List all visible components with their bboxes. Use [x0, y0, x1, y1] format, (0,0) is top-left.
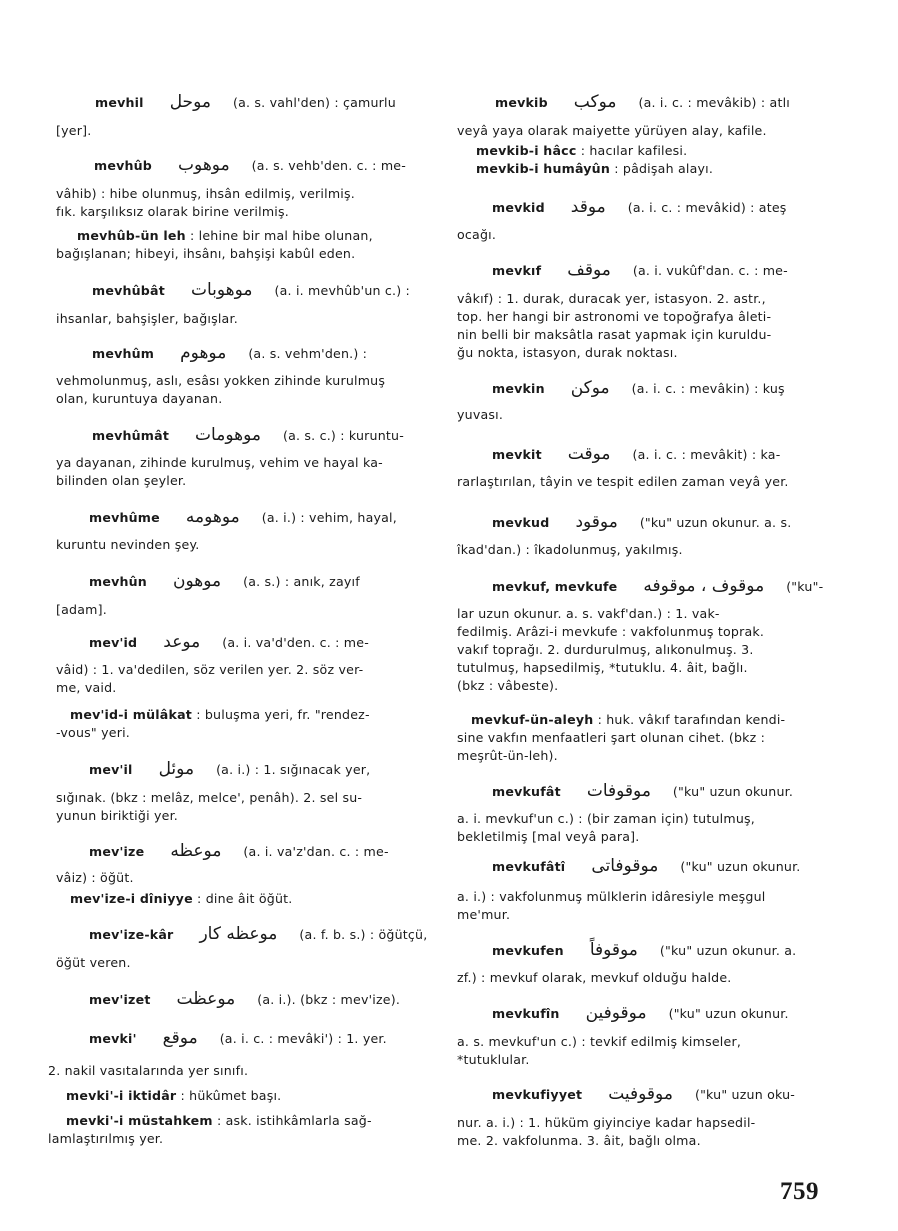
- definition-text: top. her hangi bir astronomi ve topoğrafya âleti-: [457, 309, 772, 324]
- definition-line: [56, 455, 383, 471]
- headword: mevkib-i humâyûn: [476, 161, 611, 176]
- definition-text: vâiz) : öğüt.: [56, 870, 134, 885]
- definition-line: [457, 829, 639, 845]
- definition-text: ("ku" uzun oku-: [694, 1087, 796, 1102]
- dictionary-entry-line: [492, 380, 785, 397]
- definition-text: meşrût-ün-leh).: [457, 748, 558, 763]
- definition-line: [457, 309, 771, 325]
- headword: mevkit: [492, 447, 542, 462]
- dictionary-entry-line: [70, 891, 293, 907]
- headword: mev'ize-kâr: [89, 927, 174, 942]
- definition-text: bilinden olan şeyler.: [56, 473, 187, 488]
- headword: mevkufât: [492, 784, 561, 799]
- arabic-script: موهومه: [185, 507, 240, 527]
- definition-text: me, vaid.: [56, 680, 117, 695]
- headword: mevhûme: [89, 510, 160, 525]
- definition-line: [56, 311, 238, 327]
- arabic-script: موقوفاً: [589, 940, 638, 960]
- definition-text: vehmolunmuş, aslı, esâsı yokken zihinde kurulmuş: [56, 373, 386, 388]
- definition-line: [56, 680, 117, 696]
- definition-text: 2. nakil vasıtalarında yer sınıfı.: [48, 1063, 249, 1078]
- headword: mevhûmât: [92, 428, 170, 443]
- definition-text: (a. s. vehb'den. c. : me-: [251, 158, 406, 173]
- definition-line: [457, 889, 766, 905]
- headword: mevkib: [495, 95, 548, 110]
- dictionary-entry-line: [471, 712, 785, 728]
- definition-text: nin belli bir maksâtla rasat yapmak için kuruldu-: [457, 327, 772, 342]
- definition-line: [457, 748, 558, 764]
- definition-text: (a. f. b. s.) : öğütçü,: [299, 927, 428, 942]
- arabic-script: موقوف ، موقوفه: [643, 576, 765, 596]
- arabic-script: موهون: [172, 571, 222, 591]
- arabic-script: موحل: [169, 92, 211, 112]
- arabic-script: موقود: [575, 512, 618, 532]
- headword: mevhûm: [92, 346, 155, 361]
- headword: mevkuf-ün-aleyh: [471, 712, 594, 727]
- headword: mevkufen: [492, 943, 564, 958]
- headword: mevkin: [492, 381, 545, 396]
- arabic-script: موعظه كار: [199, 924, 278, 944]
- definition-text: me. 2. vakfolunma. 3. âit, bağlı olma.: [457, 1133, 701, 1148]
- headword: mev'ize-i dîniyye: [70, 891, 193, 906]
- definition-line: [457, 730, 765, 746]
- definition-line: [457, 345, 678, 361]
- arabic-script: موقد: [570, 197, 606, 217]
- dictionary-entry-line: [89, 761, 370, 778]
- definition-text: sığınak. (bkz : melâz, melce', penâh). 2. sel su-: [56, 790, 363, 805]
- headword: mevki'-i iktidâr: [66, 1088, 177, 1103]
- dictionary-entry-line: [492, 858, 801, 875]
- definition-text: tutulmuş, hapsedilmiş, *tutuklu. 4. âit, bağlı.: [457, 660, 748, 675]
- definition-line: [56, 373, 385, 389]
- definition-text: [yer].: [56, 123, 92, 138]
- arabic-script: موقوفاتى: [591, 856, 659, 876]
- dictionary-entry-line: [89, 509, 397, 526]
- dictionary-entry-line: [77, 228, 373, 244]
- definition-line: [48, 1131, 163, 1147]
- definition-text: *tutuklular.: [457, 1052, 530, 1067]
- definition-text: ya dayanan, zihinde kurulmuş, vehim ve hayal ka-: [56, 455, 383, 470]
- headword: mevkufâtî: [492, 859, 566, 874]
- definition-text: (a. i.). (bkz : mev'ize).: [257, 992, 401, 1007]
- headword: mev'id: [89, 635, 138, 650]
- definition-text: nur. a. i.) : 1. hüküm giyinciye kadar hapsedil-: [457, 1115, 756, 1130]
- definition-text: (a. s. c.) : kuruntu-: [282, 428, 404, 443]
- definition-line: [56, 186, 355, 202]
- headword: mevki': [89, 1031, 137, 1046]
- definition-line: [56, 391, 222, 407]
- definition-text: fık. karşılıksız olarak birine verilmiş.: [56, 204, 289, 219]
- definition-line: [457, 1034, 741, 1050]
- definition-text: (bkz : vâbeste).: [457, 678, 559, 693]
- definition-text: (a. s.) : anık, zayıf: [243, 574, 360, 589]
- dictionary-entry-line: [94, 157, 406, 174]
- definition-line: [56, 473, 186, 489]
- definition-line: [457, 606, 720, 622]
- dictionary-entry-line: [89, 926, 427, 943]
- headword: mevkufiyyet: [492, 1087, 583, 1102]
- headword: mevkib-i hâcc: [476, 143, 577, 158]
- arabic-script: موهوم: [180, 343, 227, 363]
- definition-text: ("ku" uzun okunur.: [672, 784, 794, 799]
- definition-line: [457, 542, 683, 558]
- definition-text: (a. i. c. : mevâkin) : kuş: [631, 381, 785, 396]
- definition-text: : ask. istihkâmlarla sağ-: [216, 1113, 372, 1128]
- headword: mevkuf, mevkufe: [492, 579, 618, 594]
- dictionary-entry-line: [492, 262, 788, 279]
- definition-text: vâid) : 1. va'dedilen, söz verilen yer. 2. söz ver-: [56, 662, 364, 677]
- headword: mev'id-i mülâkat: [70, 707, 192, 722]
- definition-line: [56, 790, 362, 806]
- definition-line: [56, 123, 91, 139]
- headword: mevhûbât: [92, 283, 165, 298]
- dictionary-entry-line: [492, 942, 796, 959]
- definition-text: (a. i. c. : mevâki') : 1. yer.: [219, 1031, 387, 1046]
- dictionary-entry-line: [66, 1113, 372, 1129]
- definition-line: [457, 907, 510, 923]
- arabic-script: موهومات: [195, 425, 261, 445]
- definition-text: lar uzun okunur. a. s. vakf'dan.) : 1. vak-: [457, 606, 720, 621]
- definition-line: [56, 246, 355, 262]
- definition-line: [457, 642, 754, 658]
- definition-line: [457, 474, 789, 490]
- definition-text: : hacılar kafilesi.: [580, 143, 688, 158]
- definition-line: [457, 1052, 530, 1068]
- definition-text: ocağı.: [457, 227, 497, 242]
- headword: mevkud: [492, 515, 550, 530]
- arabic-script: موكن: [570, 378, 610, 398]
- definition-text: : huk. vâkıf tarafından kendi-: [597, 712, 786, 727]
- definition-line: [457, 678, 558, 694]
- dictionary-entry-line: [92, 282, 410, 299]
- definition-text: vâkıf) : 1. durak, duracak yer, istasyon. 2. astr.,: [457, 291, 766, 306]
- definition-line: [56, 870, 134, 886]
- definition-text: (a. s. vahl'den) : çamurlu: [232, 95, 396, 110]
- definition-text: sine vakfın menfaatleri şart olunan cihet. (bkz :: [457, 730, 766, 745]
- headword: mev'ize: [89, 844, 145, 859]
- dictionary-entry-line: [495, 94, 790, 111]
- headword: mevkıf: [492, 263, 542, 278]
- definition-text: (a. i. vukûf'dan. c. : me-: [632, 263, 788, 278]
- definition-text: (a. i. mevhûb'un c.) :: [274, 283, 411, 298]
- arabic-script: موقوفين: [585, 1003, 647, 1023]
- definition-text: (a. i.) : vehim, hayal,: [261, 510, 397, 525]
- definition-line: [457, 227, 496, 243]
- definition-text: a. i. mevkuf'un c.) : (bir zaman için) tutulmuş,: [457, 811, 755, 826]
- definition-text: me'mur.: [457, 907, 511, 922]
- definition-text: îkad'dan.) : îkadolunmuş, yakılmış.: [457, 542, 683, 557]
- definition-line: [56, 725, 130, 741]
- definition-text: ("ku" uzun okunur.: [680, 859, 801, 874]
- dictionary-entry-line: [492, 514, 791, 531]
- definition-text: bağışlanan; hibeyi, ihsânı, bahşişi kabûl eden.: [56, 246, 356, 261]
- definition-text: [adam].: [56, 602, 107, 617]
- definition-line: [48, 1063, 248, 1079]
- headword: mevhil: [95, 95, 144, 110]
- arabic-script: موعظه: [170, 841, 222, 861]
- definition-text: ihsanlar, bahşişler, bağışlar.: [56, 311, 238, 326]
- arabic-script: موقوفات: [586, 781, 651, 801]
- definition-line: [56, 662, 363, 678]
- definition-line: [457, 660, 748, 676]
- definition-text: (a. i.) : 1. sığınacak yer,: [216, 762, 371, 777]
- arabic-script: موقف: [567, 260, 611, 280]
- dictionary-entry-line: [89, 991, 400, 1008]
- definition-text: ("ku" uzun okunur. a. s.: [639, 515, 792, 530]
- definition-text: : lehine bir mal hibe olunan,: [190, 228, 373, 243]
- definition-line: [457, 1115, 755, 1131]
- definition-text: : dine âit öğüt.: [197, 891, 293, 906]
- arabic-script: موعد: [163, 632, 201, 652]
- definition-text: öğüt veren.: [56, 955, 131, 970]
- dictionary-entry-line: [89, 634, 369, 651]
- definition-text: : buluşma yeri, fr. "rendez-: [196, 707, 370, 722]
- definition-text: (a. i. va'd'den. c. : me-: [222, 635, 369, 650]
- dictionary-entry-line: [492, 1086, 795, 1103]
- definition-text: : pâdişah alayı.: [614, 161, 714, 176]
- headword: mevhûb-ün leh: [77, 228, 186, 243]
- definition-text: (a. i. c. : mevâkib) : atlı: [638, 95, 790, 110]
- definition-line: [457, 327, 771, 343]
- definition-text: ("ku" uzun okunur.: [668, 1006, 789, 1021]
- definition-line: [457, 1133, 701, 1149]
- definition-line: [457, 624, 764, 640]
- dictionary-entry-line: [70, 707, 370, 723]
- dictionary-entry-line: [89, 573, 360, 590]
- arabic-script: موقع: [162, 1028, 198, 1048]
- arabic-script: موهوبات: [190, 280, 253, 300]
- headword: mevhûb: [94, 158, 153, 173]
- definition-text: lamlaştırılmış yer.: [48, 1131, 164, 1146]
- arabic-script: موكب: [573, 92, 617, 112]
- definition-text: fedilmiş. Arâzi-i mevkufe : vakfolunmuş toprak.: [457, 624, 765, 639]
- definition-text: a. s. mevkuf'un c.) : tevkif edilmiş kimseler,: [457, 1034, 742, 1049]
- definition-line: [457, 811, 755, 827]
- definition-text: zf.) : mevkuf olarak, mevkuf olduğu halde.: [457, 970, 732, 985]
- arabic-script: موهوب: [178, 155, 230, 175]
- definition-text: rarlaştırılan, tâyin ve tespit edilen zaman veyâ yer.: [457, 474, 789, 489]
- dictionary-entry-line: [89, 843, 389, 860]
- headword: mevkid: [492, 200, 545, 215]
- dictionary-entry-line: [492, 446, 780, 463]
- headword: mev'il: [89, 762, 133, 777]
- headword: mev'izet: [89, 992, 151, 1007]
- dictionary-entry-line: [492, 783, 793, 800]
- dictionary-entry-line: [476, 143, 687, 159]
- dictionary-entry-line: [66, 1088, 281, 1104]
- dictionary-entry-line: [492, 578, 823, 595]
- page-number: 759: [780, 1178, 819, 1205]
- definition-text: (a. i. c. : mevâkit) : ka-: [632, 447, 781, 462]
- definition-line: [56, 537, 200, 553]
- dictionary-entry-line: [492, 199, 787, 216]
- headword: mevkufîn: [492, 1006, 560, 1021]
- dictionary-entry-line: [92, 345, 367, 362]
- definition-text: -vous" yeri.: [56, 725, 130, 740]
- definition-line: [457, 123, 767, 139]
- headword: mevki'-i müstahkem: [66, 1113, 213, 1128]
- headword: mevhûn: [89, 574, 147, 589]
- definition-text: veyâ yaya olarak maiyette yürüyen alay, kafile.: [457, 123, 767, 138]
- arabic-script: موئل: [158, 759, 195, 779]
- definition-text: vakıf toprağı. 2. durdurulmuş, alıkonulmuş. 3.: [457, 642, 754, 657]
- definition-text: kuruntu nevinden şey.: [56, 537, 200, 552]
- definition-text: (a. i. va'z'dan. c. : me-: [243, 844, 389, 859]
- definition-text: a. i.) : vakfolunmuş mülklerin idâresiyle meşgul: [457, 889, 766, 904]
- definition-line: [56, 602, 107, 618]
- dictionary-entry-line: [89, 1030, 387, 1047]
- arabic-script: موقوفيت: [608, 1084, 673, 1104]
- definition-line: [457, 970, 732, 986]
- definition-text: yunun biriktiği yer.: [56, 808, 179, 823]
- definition-text: vâhib) : hibe olunmuş, ihsân edilmiş, verilmiş.: [56, 186, 355, 201]
- definition-text: (a. i. c. : mevâkid) : ateş: [627, 200, 787, 215]
- definition-text: (a. s. vehm'den.) :: [248, 346, 368, 361]
- arabic-script: موعظت: [176, 989, 236, 1009]
- definition-text: ğu nokta, istasyon, durak noktası.: [457, 345, 678, 360]
- arabic-script: موقت: [567, 444, 611, 464]
- definition-text: yuvası.: [457, 407, 504, 422]
- definition-text: ("ku"-: [786, 579, 824, 594]
- definition-line: [56, 808, 178, 824]
- dictionary-entry-line: [92, 427, 404, 444]
- definition-line: [56, 955, 131, 971]
- dictionary-entry-line: [476, 161, 713, 177]
- definition-text: : hükûmet başı.: [180, 1088, 282, 1103]
- definition-line: [457, 407, 503, 423]
- definition-text: olan, kuruntuya dayanan.: [56, 391, 223, 406]
- dictionary-entry-line: [492, 1005, 789, 1022]
- definition-text: bekletilmiş [mal veyâ para].: [457, 829, 640, 844]
- definition-line: [56, 204, 289, 220]
- definition-text: ("ku" uzun okunur. a.: [659, 943, 797, 958]
- dictionary-entry-line: [95, 94, 396, 111]
- definition-line: [457, 291, 766, 307]
